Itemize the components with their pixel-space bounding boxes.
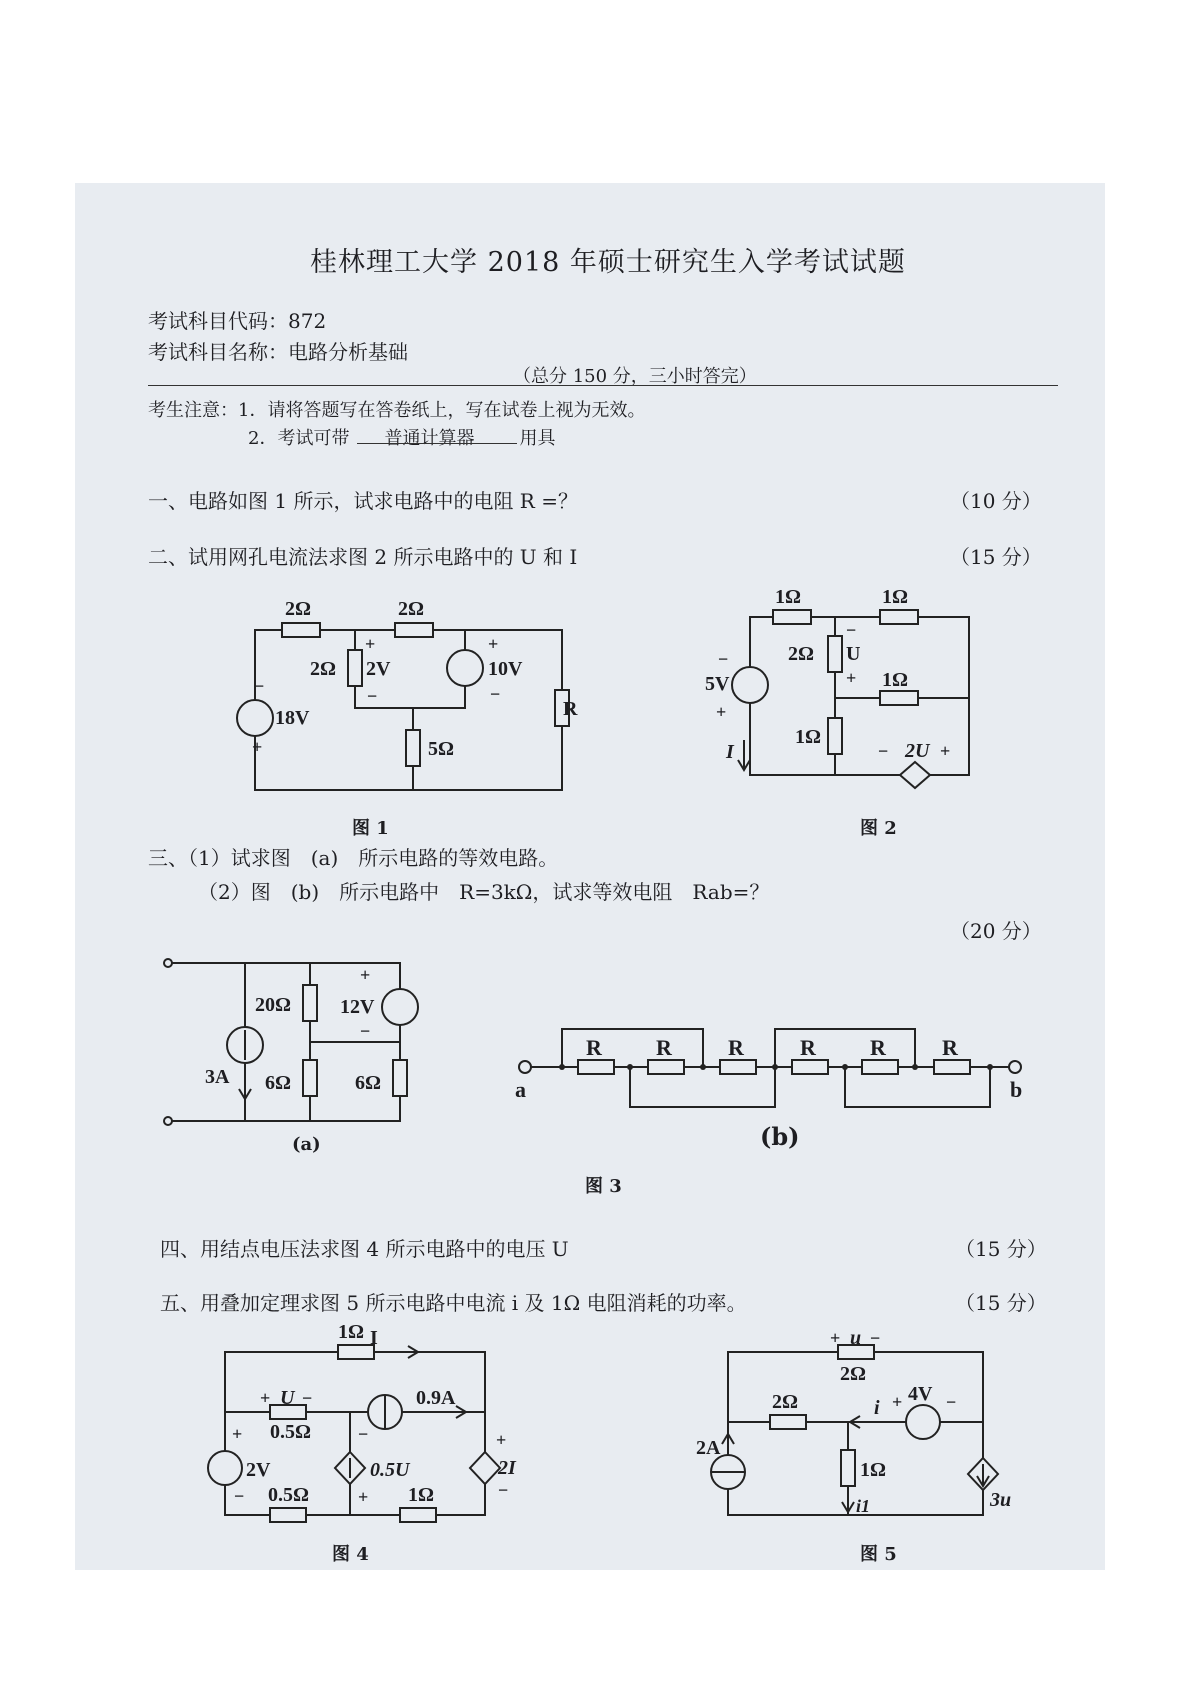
fig1-label-r3: 2Ω [310, 658, 337, 680]
question-4: 四、用结点电压法求图 4 所示电路中的电压 U [160, 1237, 569, 1261]
fig2-plus-v1: + [716, 702, 727, 722]
fig4-minus-v1: − [234, 1486, 245, 1506]
figure-1-circuit [230, 590, 580, 830]
figure-4-caption: 图 4 [332, 1544, 369, 1565]
fig2-dependent-source [900, 762, 930, 788]
fig3b-resistor-4 [792, 1060, 828, 1074]
fig5-voltage-source [906, 1405, 940, 1439]
subject-code [148, 305, 326, 334]
fig4-plus-dep2: + [496, 1430, 507, 1450]
fig1-minus-2: − [490, 684, 501, 704]
fig4-resistor-1ohm-bottom [400, 1508, 436, 1522]
fig4-label-v1: 2V [246, 1459, 271, 1481]
fig4-voltage-source [208, 1451, 242, 1485]
fig1-plus-1: + [365, 634, 376, 654]
notes-label: 考生注意： [148, 400, 238, 421]
fig2-voltage-source-5v [732, 667, 768, 703]
fig2-resistor-top-left [773, 610, 811, 624]
fig4-plus-dep1: + [358, 1487, 369, 1507]
fig1-voltage-source-18v [237, 700, 273, 736]
fig4-dep-source-2 [470, 1452, 500, 1484]
figure-3-caption: 图 3 [585, 1176, 622, 1197]
fig4-label-r1: 1Ω [338, 1321, 365, 1343]
fig2-minus-dep: − [878, 741, 889, 761]
fig2-label-r4: 1Ω [882, 669, 909, 691]
question-5: 五、用叠加定理求图 5 所示电路中电流 i 及 1Ω 电阻消耗的功率。 [160, 1291, 747, 1315]
fig4-resistor-1ohm-top [338, 1345, 374, 1359]
fig3b-resistor-5 [862, 1060, 898, 1074]
figure-3a-circuit [160, 955, 420, 1135]
fig5-label-u: u [850, 1327, 862, 1349]
fig1-minus-1: − [367, 686, 378, 706]
fig2-plus-dep: + [940, 741, 951, 761]
figure-1-caption: 图 1 [352, 818, 389, 839]
fig4-plus-v1: + [232, 1424, 243, 1444]
question-2-points: （15 分） [950, 545, 1042, 569]
fig4-minus-dep1: − [358, 1424, 369, 1444]
fig4-label-r3: 0.5Ω [268, 1484, 310, 1506]
fig2-resistor-bottom [828, 718, 842, 754]
note-2-suffix: 用具 [519, 428, 556, 449]
fig2-label-u: U [846, 643, 861, 665]
fig5-label-i: i [874, 1397, 880, 1419]
fig3a-label-r3: 6Ω [355, 1072, 382, 1094]
fig1-label-r5: R [563, 698, 578, 720]
total-score: （总分 150 分，三小时答完） [513, 366, 757, 387]
fig1-resistor-top-left [282, 623, 320, 637]
question-5-points: （15 分） [955, 1291, 1047, 1315]
fig3b-terminal-b [1009, 1061, 1021, 1073]
fig3b-resistor-3 [720, 1060, 756, 1074]
fig5-plus-u: + [830, 1328, 841, 1348]
fig1-label-r2: 2Ω [398, 598, 425, 620]
subject-code-value: 872 [288, 309, 327, 333]
fig3a-terminal-bottom [164, 1117, 172, 1125]
fig4-label-r2: 0.5Ω [270, 1421, 312, 1443]
fig1-plus-3: + [252, 737, 263, 757]
fig3b-label-b: b [1010, 1077, 1023, 1102]
fig4-label-i: I [370, 1327, 378, 1349]
fig2-label-dep: 2U [905, 740, 930, 762]
fig5-minus-u: − [870, 1328, 881, 1348]
figure-3b-circuit [510, 1015, 1030, 1115]
fig2-label-r5: 1Ω [795, 726, 822, 748]
fig1-minus-3: − [254, 676, 265, 696]
question-3-line-2: （2）图 (b) 所示电路中 R=3kΩ，试求等效电阻 Rab=？ [198, 880, 770, 904]
question-1: 一、电路如图 1 所示，试求电路中的电阻 R =？ [148, 489, 578, 513]
fig1-voltage-source-10v [447, 650, 483, 686]
fig4-label-dep1: 0.5U [370, 1459, 410, 1481]
header-rule [148, 385, 1058, 386]
notes-line-1 [148, 396, 645, 422]
question-3-points: （20 分） [950, 919, 1042, 943]
fig4-label-i1: 0.9A [416, 1387, 456, 1409]
subject-name-value: 电路分析基础 [288, 340, 408, 364]
figure-5-caption: 图 5 [860, 1544, 897, 1565]
fig3a-label-i1: 3A [205, 1066, 230, 1088]
fig2-label-r2: 1Ω [882, 586, 909, 608]
fig2-plus-u: + [846, 668, 857, 688]
figure-3a-caption: (a) [292, 1134, 321, 1155]
fig5-label-i-sub: i1 [856, 1496, 871, 1516]
fig4-minus-u: − [302, 1388, 313, 1408]
fig5-current-arrow-i1 [842, 1490, 854, 1512]
fig3b-label-r5: R [870, 1035, 886, 1060]
fig3a-label-r2: 6Ω [265, 1072, 292, 1094]
exam-title: 桂林理工大学 2018 年硕士研究生入学考试试题 [310, 247, 906, 278]
fig5-current-arrow-i [850, 1416, 868, 1428]
fig2-resistor-2ohm [828, 636, 842, 672]
fig1-label-v3: 18V [275, 707, 310, 729]
fig3b-label-r6: R [942, 1035, 958, 1060]
fig2-label-r3: 2Ω [788, 643, 815, 665]
fig5-resistor-1ohm [841, 1450, 855, 1486]
fig3b-resistor-6 [934, 1060, 970, 1074]
fig1-resistor-2ohm [348, 650, 362, 686]
fig1-resistor-5ohm [406, 730, 420, 766]
fig3a-minus: − [360, 1021, 371, 1041]
fig5-label-i1: 2A [696, 1437, 721, 1459]
fig4-minus-dep2: − [498, 1480, 509, 1500]
fig3a-resistor-20ohm [303, 985, 317, 1021]
fig5-minus-v1: − [946, 1392, 957, 1412]
note-2-fill: 普通计算器 [384, 428, 475, 449]
fig5-label-r2: 2Ω [772, 1391, 799, 1413]
figure-5-circuit [696, 1327, 1012, 1530]
fig1-label-v1: 2V [366, 658, 391, 680]
fig3a-resistor-6ohm-left [303, 1060, 317, 1096]
fig5-plus-v1: + [892, 1392, 903, 1412]
fig3a-resistor-6ohm-right [393, 1060, 407, 1096]
fig4-label-r4: 1Ω [408, 1484, 435, 1506]
fig2-label-i: I [726, 741, 734, 763]
fig3a-voltage-source [382, 989, 418, 1025]
fig5-label-v1: 4V [908, 1383, 933, 1405]
figure-4-circuit [220, 1321, 516, 1530]
fig1-label-r4: 5Ω [428, 738, 455, 760]
fig4-plus-u: + [260, 1388, 271, 1408]
figure-2-caption: 图 2 [860, 818, 897, 839]
question-2: 二、试用网孔电流法求图 2 所示电路中的 U 和 I [148, 545, 578, 569]
fig1-label-v2: 10V [488, 658, 523, 680]
figure-3b-caption: (b) [760, 1122, 800, 1151]
fig1-label-r1: 2Ω [285, 598, 312, 620]
fig2-minus-v1: − [718, 649, 729, 669]
note-2-prefix: 2．考试可带 [248, 428, 350, 449]
fig3b-label-r2: R [656, 1035, 672, 1060]
fig3a-label-r1: 20Ω [255, 994, 292, 1016]
fig3a-plus: + [360, 965, 371, 985]
figure-2-circuit [700, 586, 980, 810]
fig2-label-v1: 5V [705, 673, 730, 695]
subject-name [148, 336, 408, 365]
fig2-resistor-mid [880, 691, 918, 705]
fig3b-label-r3: R [728, 1035, 744, 1060]
fig3b-label-a: a [515, 1077, 526, 1102]
note-1: 1．请将答题写在答卷纸上，写在试卷上视为无效。 [238, 400, 646, 421]
fig3a-label-v1: 12V [340, 996, 375, 1018]
notes-line-2 [248, 424, 555, 450]
note-underline [357, 443, 517, 444]
fig4-label-u: U [280, 1387, 295, 1409]
fig2-label-r1: 1Ω [775, 586, 802, 608]
subject-code-label: 考试科目代码： [148, 309, 288, 333]
fig2-minus-u: − [846, 620, 857, 640]
fig3a-terminal-top [164, 959, 172, 967]
fig1-resistor-top-mid [395, 623, 433, 637]
fig3b-label-r1: R [586, 1035, 602, 1060]
fig3b-resistor-2 [648, 1060, 684, 1074]
subject-name-label: 考试科目名称： [148, 340, 288, 364]
fig5-label-r3: 1Ω [860, 1459, 887, 1481]
fig3b-terminal-a [519, 1061, 531, 1073]
question-4-points: （15 分） [955, 1237, 1047, 1261]
fig2-resistor-top-right [880, 610, 918, 624]
fig5-resistor-2ohm-mid [770, 1415, 806, 1429]
fig4-label-dep2: 2I [498, 1457, 516, 1479]
fig3b-resistor-1 [578, 1060, 614, 1074]
fig4-resistor-0-5ohm-bottom [270, 1508, 306, 1522]
fig5-label-r1: 2Ω [840, 1363, 867, 1385]
question-3-line-1: 三、（1）试求图 (a) 所示电路的等效电路。 [148, 846, 559, 870]
fig1-plus-2: + [488, 634, 499, 654]
question-1-points: （10 分） [950, 489, 1042, 513]
fig2-current-arrow [738, 740, 750, 770]
fig4-current-arrow [398, 1346, 418, 1358]
fig3b-label-r4: R [800, 1035, 816, 1060]
fig5-label-dep: 3u [990, 1489, 1012, 1511]
